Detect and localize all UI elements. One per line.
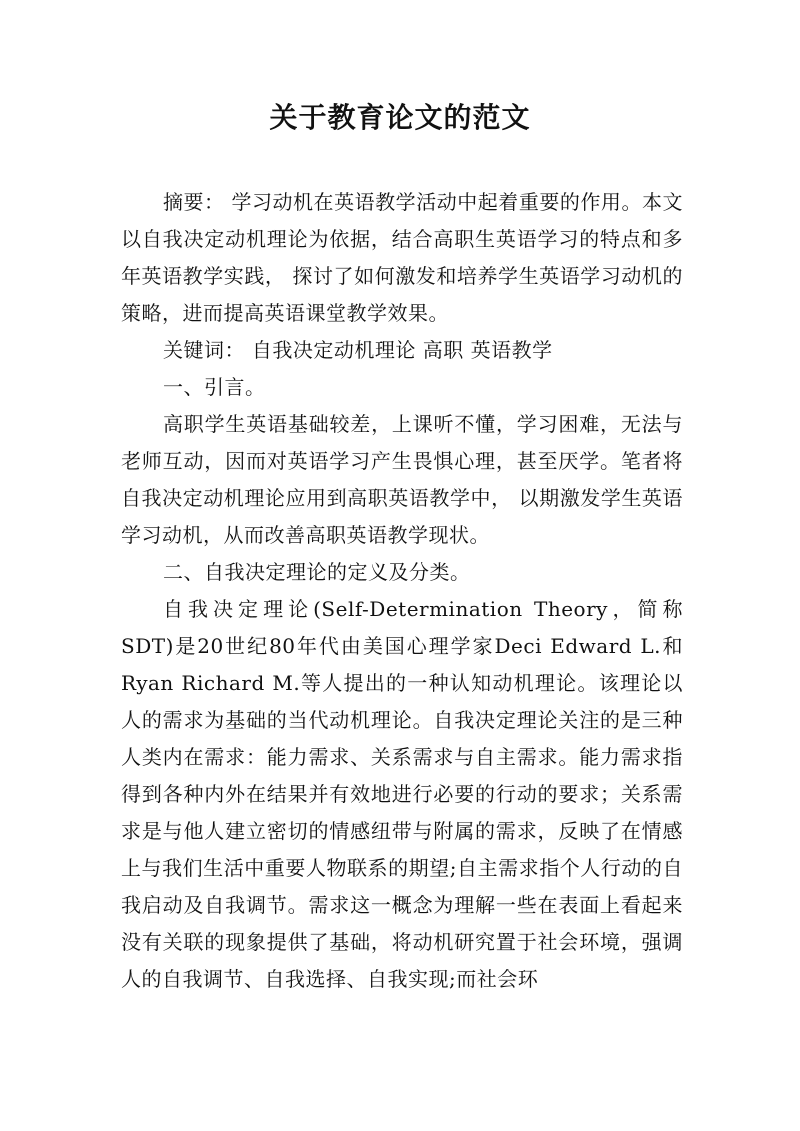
introduction-paragraph: 高职学生英语基础较差，上课听不懂，学习困难，无法与老师互动，因而对英语学习产生畏惧心理，甚至厌学。笔者将自我决定动机理论应用到高职英语教学中， 以期激发学生英语学习动机，从而改善高职英语教学现状。 (121, 412, 683, 547)
sdt-paragraph: 自我决定理论(Self-Determination Theory，简称SDT)是20世纪80年代由美国心理学家Deci Edward L.和Ryan Richard M.等人提出的一种认知动机理论。该理论以人的需求为基础的当代动机理论。自我决定理论关注的是三种人类内在需求：能力需求、关系需求与自主需求。能力需求指得到各种内外在结果并有效地进行必要的行动的要求；关系需求是与他人建立密切的情感纽带与附属的需求，反映了在情感上与我们生活中重要人物联系的期望;自主需求指个人行动的自我启动及自我调节。需求这一概念为理解一些在表面上看起来没有关联的现象提供了基础，将动机研究置于社会环境，强调人的自我调节、自我选择、自我实现;而社会环 (121, 597, 683, 991)
abstract-paragraph: 摘要： 学习动机在英语教学活动中起着重要的作用。本文以自我决定动机理论为依据，结合高职生英语学习的特点和多年英语教学实践， 探讨了如何激发和培养学生英语学习动机的策略，进而提高英语课堂教学效果。 (121, 190, 683, 325)
section-heading-introduction: 一、引言。 (163, 375, 266, 399)
keywords-paragraph: 关键词： 自我决定动机理论 高职 英语教学 (163, 338, 553, 362)
section-heading-sdt: 二、自我决定理论的定义及分类。 (163, 560, 471, 584)
document-body (121, 184, 683, 998)
document-title: 关于教育论文的范文 (269, 101, 531, 134)
